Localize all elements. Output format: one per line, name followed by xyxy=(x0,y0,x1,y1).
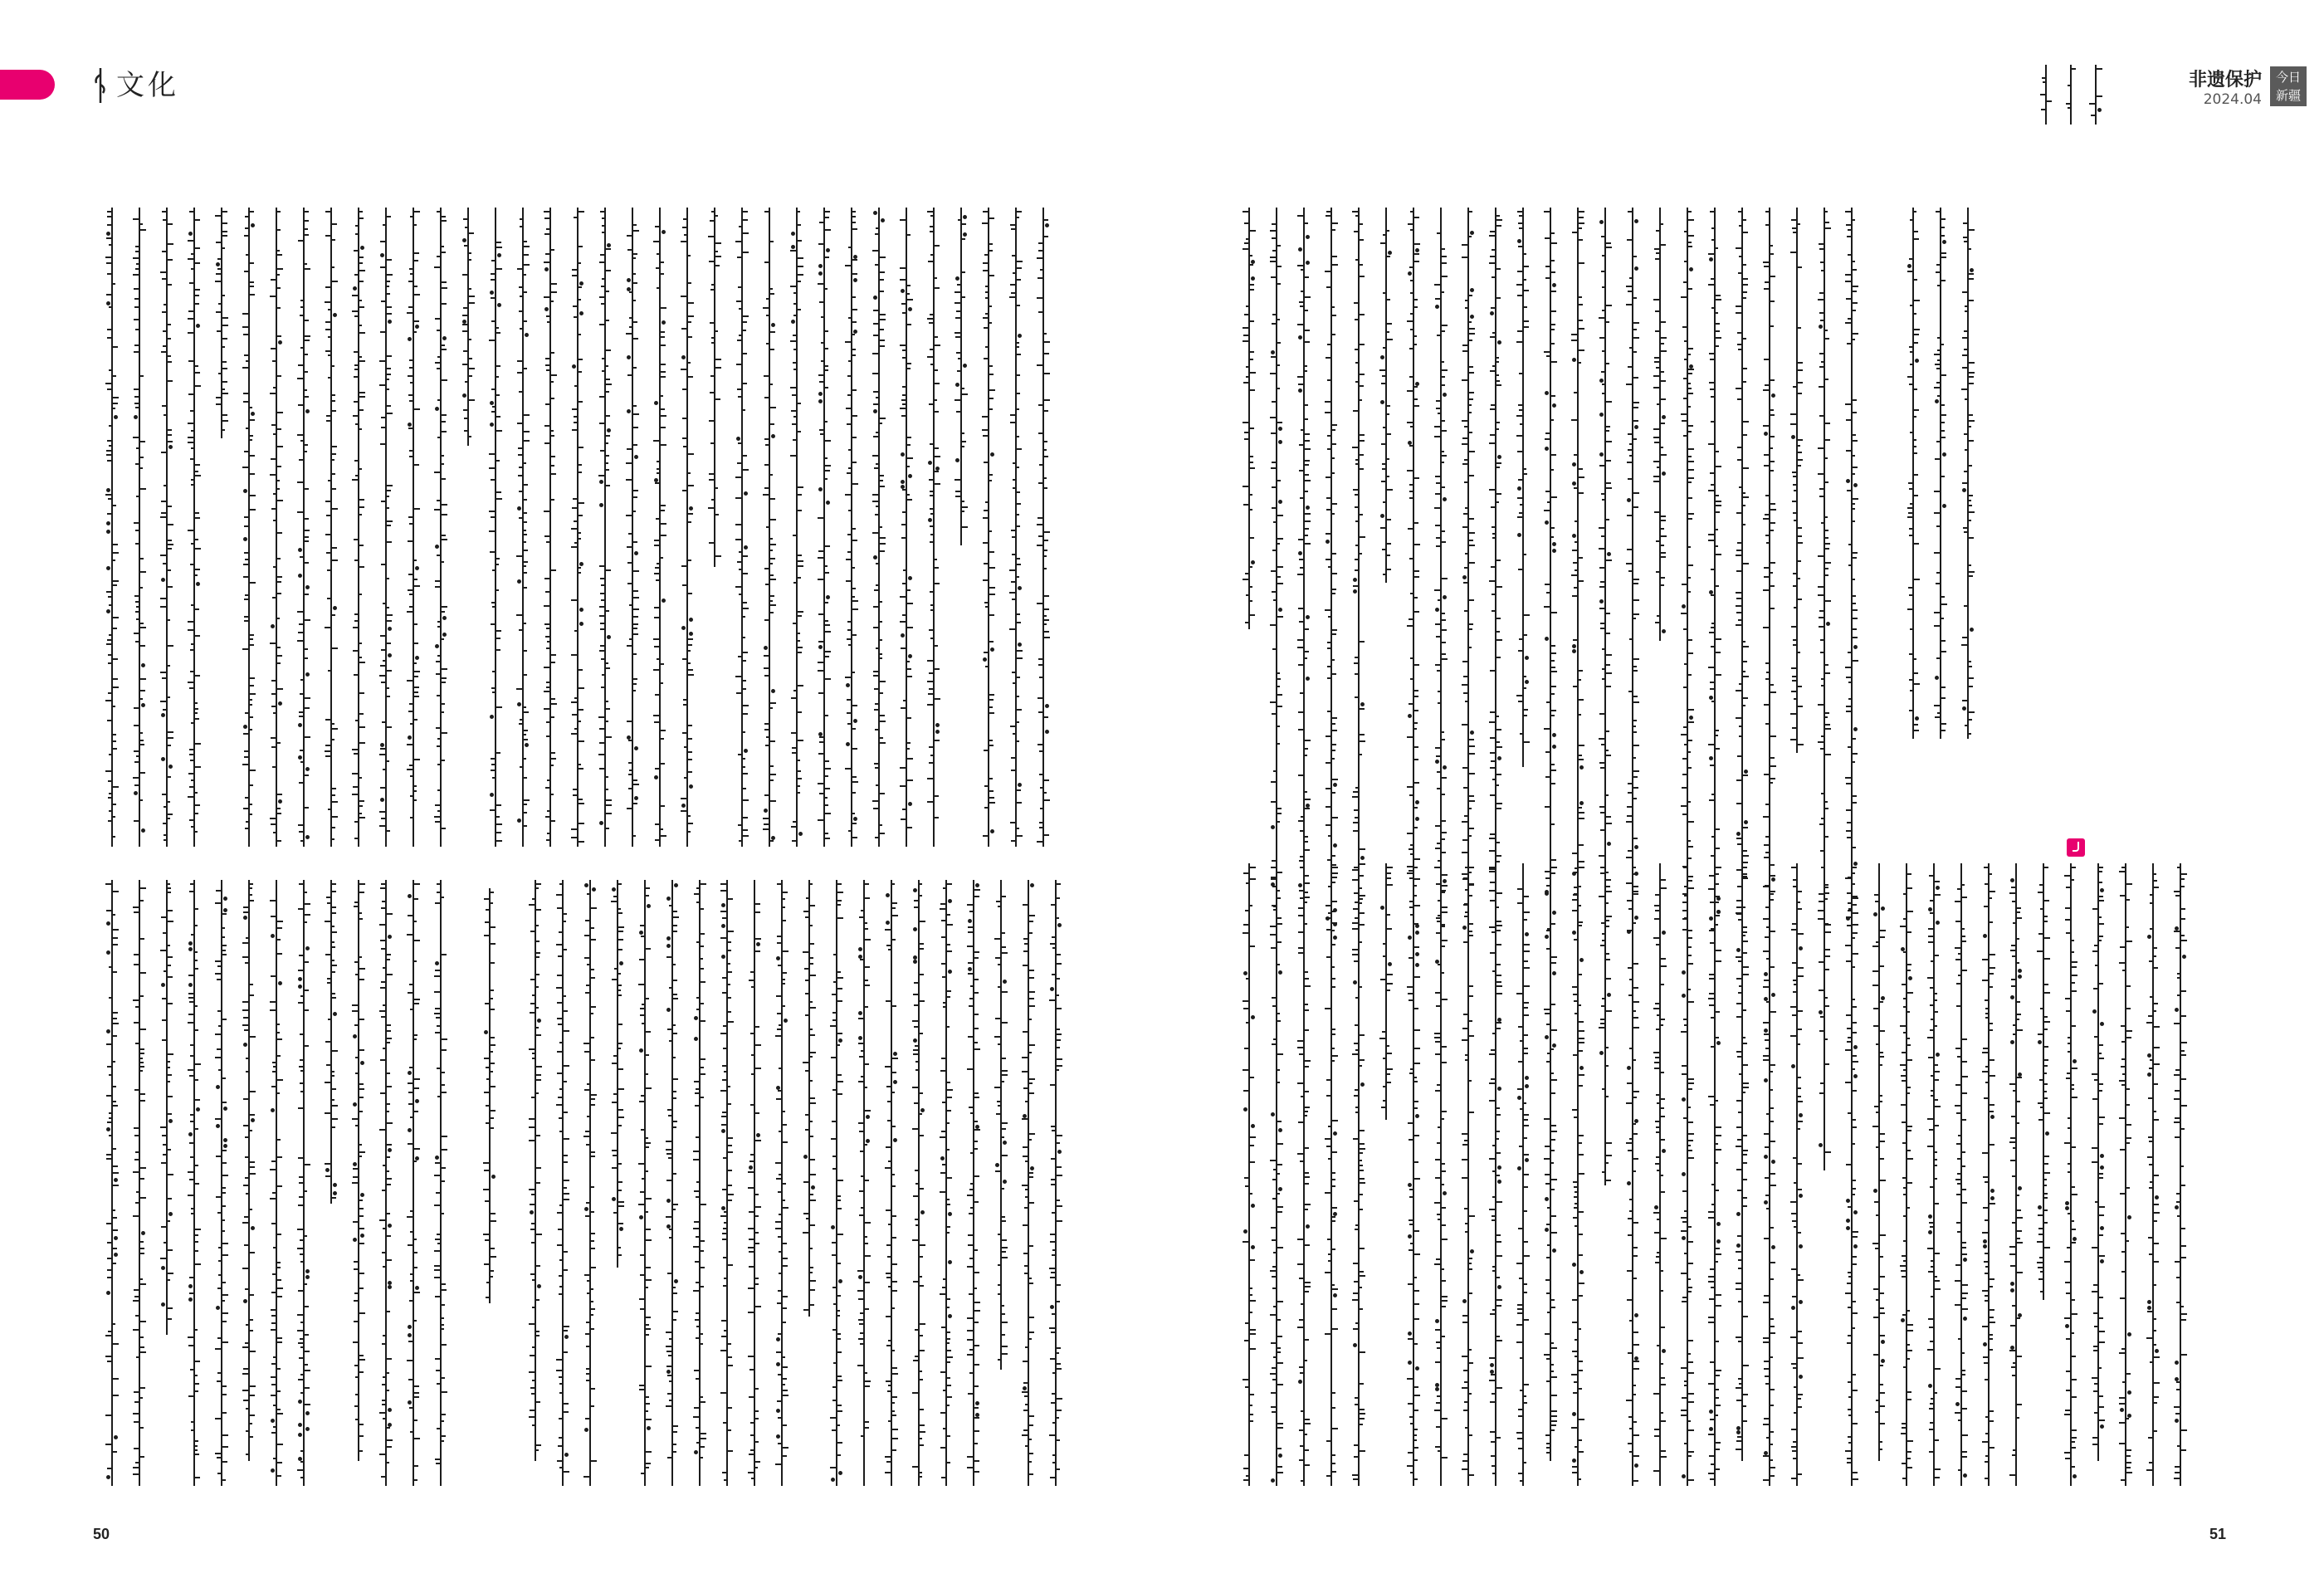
text-column xyxy=(1820,208,1828,938)
text-column xyxy=(820,208,828,847)
text-column xyxy=(1052,880,1060,1486)
text-column xyxy=(805,880,813,1317)
right-caption-block xyxy=(1909,208,2017,739)
text-column xyxy=(750,880,759,1486)
left-upper-text-block xyxy=(108,208,1083,847)
text-column xyxy=(683,208,691,847)
text-column xyxy=(641,880,649,1486)
section-tab-marker xyxy=(0,70,55,100)
text-column xyxy=(559,880,567,1486)
left-lower-left-text-block xyxy=(108,880,465,1486)
text-column xyxy=(1012,208,1020,847)
text-column xyxy=(723,880,731,1486)
text-column xyxy=(1519,208,1527,767)
text-column xyxy=(2176,863,2185,1486)
text-column xyxy=(1793,863,1801,1486)
text-column xyxy=(1765,208,1774,938)
text-column xyxy=(2149,863,2157,1486)
left-lower-right-text-block xyxy=(531,880,1087,1486)
text-column xyxy=(1355,208,1363,938)
text-column xyxy=(190,880,198,1486)
text-column xyxy=(997,880,1005,1370)
text-column xyxy=(546,208,554,847)
text-column xyxy=(793,208,801,847)
text-column xyxy=(957,208,965,545)
text-column xyxy=(1409,863,1418,1486)
text-column xyxy=(710,208,719,567)
text-column xyxy=(668,880,676,1486)
text-column xyxy=(1711,208,1719,938)
text-column xyxy=(1738,863,1746,1461)
text-column xyxy=(382,880,390,1486)
page-number: 50 xyxy=(93,1526,110,1542)
text-column xyxy=(409,208,417,847)
text-column xyxy=(778,880,786,1486)
right-upper-text-block xyxy=(1245,208,1884,938)
text-column xyxy=(217,208,226,438)
text-column xyxy=(1936,208,1945,739)
text-column xyxy=(1327,208,1335,938)
text-column xyxy=(765,208,774,847)
text-column xyxy=(1355,863,1363,1486)
text-column xyxy=(1601,863,1609,1185)
text-column xyxy=(464,208,472,446)
text-column xyxy=(984,208,993,847)
text-column xyxy=(1964,208,1972,739)
marker-icon xyxy=(2067,838,2085,857)
text-column xyxy=(1875,863,1883,1461)
text-column xyxy=(696,880,704,1486)
text-column xyxy=(354,208,363,847)
text-column xyxy=(613,880,622,1268)
text-column xyxy=(327,208,335,847)
text-column xyxy=(1464,208,1472,938)
text-column xyxy=(1409,208,1418,938)
text-column xyxy=(902,208,911,847)
text-column xyxy=(300,880,308,1486)
text-column xyxy=(491,208,500,847)
text-column xyxy=(1909,208,1917,739)
text-column xyxy=(1437,208,1445,938)
text-column xyxy=(1738,208,1746,938)
column-title: 非遗保护 xyxy=(2188,70,2262,90)
text-column xyxy=(1711,863,1719,1486)
text-column xyxy=(969,880,978,1486)
text-column xyxy=(2067,863,2075,1486)
text-column xyxy=(601,208,609,847)
text-column xyxy=(1546,208,1555,938)
text-column xyxy=(738,208,746,847)
text-column xyxy=(1382,863,1390,1120)
text-column xyxy=(245,208,253,847)
text-column xyxy=(1464,863,1472,1486)
text-column xyxy=(327,880,335,1204)
text-column xyxy=(409,880,417,1486)
text-column xyxy=(531,880,540,1461)
text-column xyxy=(382,208,390,847)
text-column xyxy=(1848,863,1856,1486)
text-column xyxy=(1039,208,1047,847)
text-column xyxy=(2039,863,2048,1300)
text-column xyxy=(163,880,171,1335)
text-column xyxy=(437,208,445,847)
text-column xyxy=(628,208,637,847)
text-column xyxy=(2121,863,2130,1486)
text-column xyxy=(1272,208,1281,938)
text-column xyxy=(1656,863,1664,1486)
text-column xyxy=(574,208,582,847)
text-column xyxy=(108,208,116,847)
text-column xyxy=(586,880,594,1486)
text-column xyxy=(108,880,116,1486)
subheading-column xyxy=(486,888,497,1303)
text-column xyxy=(930,208,938,847)
text-column xyxy=(1628,863,1637,1486)
text-column xyxy=(1574,863,1582,1486)
text-column xyxy=(887,880,896,1486)
text-column xyxy=(1300,863,1308,1486)
text-column xyxy=(1683,863,1692,1486)
text-column xyxy=(1848,208,1856,938)
text-column xyxy=(1245,863,1253,1486)
text-column xyxy=(1957,863,1965,1486)
text-column xyxy=(135,208,144,847)
text-column xyxy=(1382,208,1390,583)
text-column xyxy=(245,880,253,1461)
text-column xyxy=(354,880,363,1461)
text-column xyxy=(2067,65,2073,125)
text-column xyxy=(1546,863,1555,1461)
issue-date: 2024.04 xyxy=(2203,91,2262,108)
text-column xyxy=(2042,65,2048,125)
text-column xyxy=(1024,880,1033,1486)
text-column xyxy=(1793,208,1801,753)
header-mongolian-title xyxy=(2042,65,2125,125)
text-column xyxy=(300,208,308,847)
text-column xyxy=(847,208,856,847)
text-column xyxy=(1628,208,1637,938)
text-column xyxy=(1765,863,1774,1486)
text-column xyxy=(437,880,445,1486)
text-column xyxy=(1327,863,1335,1486)
text-column xyxy=(519,208,527,847)
text-column xyxy=(1601,208,1609,938)
magazine-logo: 今日新疆 xyxy=(2270,66,2307,106)
text-column xyxy=(1930,863,1938,1486)
text-column xyxy=(1519,863,1527,1486)
text-column xyxy=(135,880,144,1486)
text-column xyxy=(1272,863,1281,1486)
text-column xyxy=(1902,863,1911,1486)
text-column xyxy=(1574,208,1582,938)
text-column xyxy=(272,208,281,847)
text-column xyxy=(832,880,841,1486)
header-column-title xyxy=(2137,70,2262,108)
text-column xyxy=(1245,208,1253,629)
text-column xyxy=(190,208,198,847)
text-column xyxy=(1492,208,1500,938)
text-column xyxy=(1492,863,1500,1486)
text-column xyxy=(942,880,950,1486)
text-column xyxy=(1300,208,1308,938)
text-column xyxy=(217,880,226,1486)
text-column xyxy=(915,880,923,1486)
mongolian-glyph-icon xyxy=(91,66,110,105)
text-column xyxy=(875,208,883,847)
text-column xyxy=(2094,863,2102,1461)
text-column xyxy=(860,880,868,1486)
text-column xyxy=(1820,863,1828,1170)
section-title: 文化 xyxy=(116,69,179,102)
text-column xyxy=(2012,863,2020,1486)
page-number: 51 xyxy=(2209,1526,2227,1542)
text-column xyxy=(486,888,494,1303)
text-column xyxy=(1656,208,1664,641)
text-column xyxy=(656,208,664,847)
text-column xyxy=(2092,65,2098,125)
text-column xyxy=(1683,208,1692,938)
text-column xyxy=(1985,863,1993,1486)
text-column xyxy=(272,880,281,1486)
right-lower-text-block xyxy=(1245,863,2224,1486)
text-column xyxy=(1437,863,1445,1486)
text-column xyxy=(163,208,171,847)
right-page xyxy=(1162,0,2324,1588)
